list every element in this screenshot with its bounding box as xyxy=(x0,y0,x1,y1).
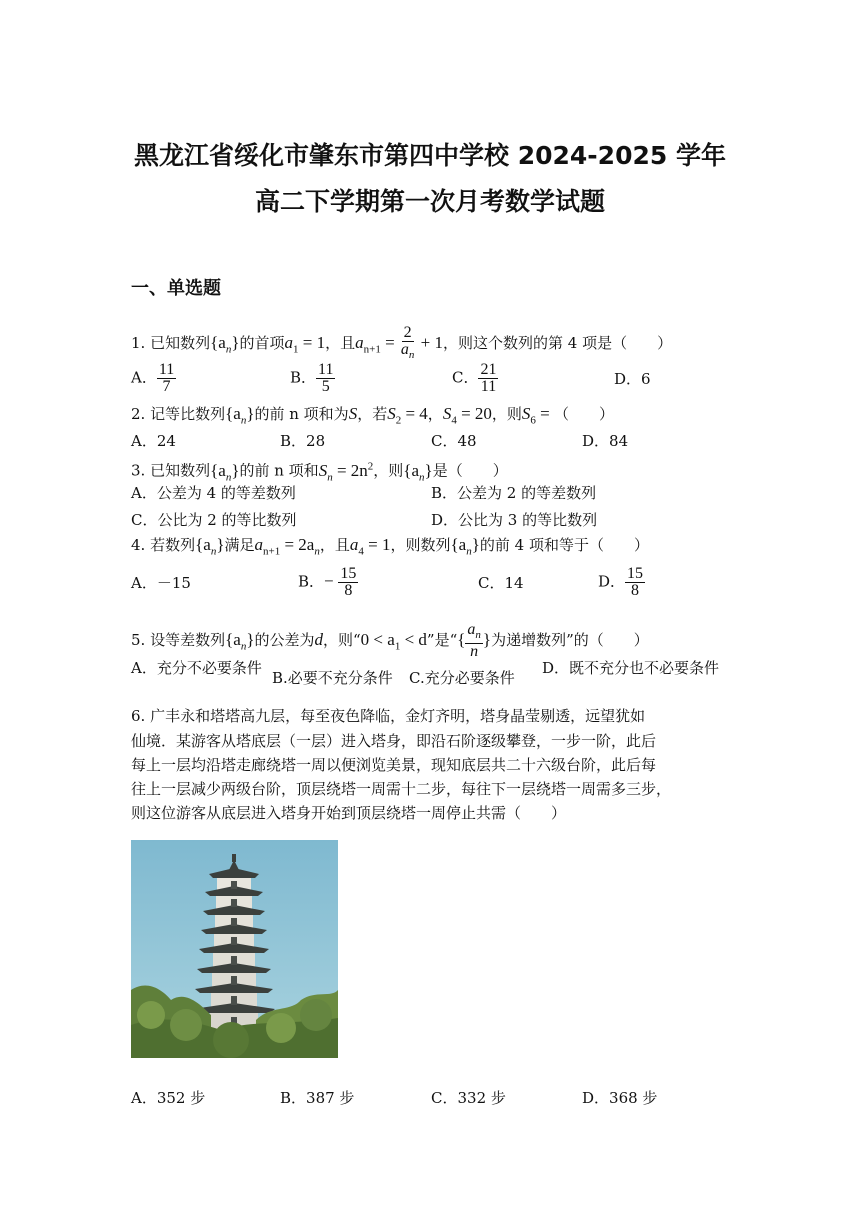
q6-option-d: D．368 步 xyxy=(582,1089,658,1107)
q3-option-b: B．公差为 2 的等差数列 xyxy=(431,484,597,502)
q2-option-b: B．28 xyxy=(280,432,326,450)
q4-option-b: B．− $\frac{15}{8}$ xyxy=(298,565,357,599)
q1-option-d: D．6 xyxy=(614,370,651,388)
q1-option-b: B． $\frac{11}{5}$ xyxy=(290,361,334,395)
q2-option-d: D．84 xyxy=(582,432,629,450)
q5-option-a: A．充分不必要条件 xyxy=(131,659,262,677)
question-4: 4. 若数列$\{a_n\}$满足$a_{n+1} = 2a_n$，且$a_4 = 1$，则数列$\{a_n\}$的前 4 项和等于（ ） xyxy=(131,535,649,558)
q3-option-c: C．公比为 2 的等比数列 xyxy=(131,511,297,529)
q1-a1: $a_1 = 1$ xyxy=(284,333,326,356)
q1-text-2: 的首项 xyxy=(239,334,285,352)
page-title: 黑龙江省绥化市肇东市第四中学校 2024-2025 学年 xyxy=(134,141,726,170)
q3-option-a: A．公差为 4 的等差数列 xyxy=(131,484,296,502)
pagoda-photo xyxy=(131,840,338,1058)
q1-recurrence: $a_{n+1}$ = $\frac{2}{a_n}$ + 1 xyxy=(355,324,444,362)
q1-option-c: C． $\frac{21}{11}$ xyxy=(452,361,497,395)
q1-text-4: ，则这个数列的第 4 项是（ ） xyxy=(443,334,673,352)
q6-option-b: B．387 步 xyxy=(280,1089,355,1107)
q5-option-c: C.充分必要条件 xyxy=(409,669,515,687)
q2-option-a: A．24 xyxy=(131,432,176,450)
q5-option-d: D．既不充分也不必要条件 xyxy=(542,659,720,677)
question-6-line-3: 每上一层均沿塔走廊绕塔一周以便浏览美景，现知底层共二十六级台阶，此后每 xyxy=(131,756,657,774)
q1-option-a: A． $\frac{11}{7}$ xyxy=(131,361,175,395)
q2-option-c: C．48 xyxy=(431,432,477,450)
q1-seq: $\{a_n\}$ xyxy=(210,333,240,356)
q6-option-c: C．332 步 xyxy=(431,1089,506,1107)
q4-option-c: C．14 xyxy=(478,574,524,592)
question-2: 2. 记等比数列$\{a_n\}$的前 n 项和为S，若$S_2 = 4$，$S_4 = 20$，则$S_6$ = （ ） xyxy=(131,404,615,427)
q1-text-1: 1. 已知数列 xyxy=(131,334,211,352)
section-heading-single-choice: 一、单选题 xyxy=(131,278,221,299)
q5-option-b: B.必要不充分条件 xyxy=(272,669,393,687)
q6-option-a: A．352 步 xyxy=(131,1089,206,1107)
question-6-line-2: 仙境．某游客从塔底层（一层）进入塔身，即沿石阶逐级攀登，一步一阶，此后 xyxy=(131,732,657,750)
page-subtitle: 高二下学期第一次月考数学试题 xyxy=(254,187,605,216)
question-6-line-4: 往上一层减少两级台阶，顶层绕塔一周需十二步，每往下一层绕塔一周需多三步， xyxy=(131,780,672,798)
q4-option-a: A．－15 xyxy=(131,574,191,592)
question-3: 3. 已知数列$\{a_n\}$的前 n 项和$S_n = 2n^2$，则$\{a_n\}$是（ ） xyxy=(131,460,508,484)
q3-option-d: D．公比为 3 的等比数列 xyxy=(431,511,598,529)
q4-option-d: D． $\frac{15}{8}$ xyxy=(598,565,644,599)
q1-text-3: ，且 xyxy=(325,334,356,352)
question-6-line-1: 6. 广丰永和塔塔高九层，每至夜色降临，金灯齐明，塔身晶莹剔透，远望犹如 xyxy=(131,707,646,725)
question-5: 5. 设等差数列$\{a_n\}$的公差为d，则“$0 < a_1 < d$”是“{ $\frac{a_n}{n}$ }为递增数列”的（ ） xyxy=(131,621,649,661)
question-6-line-5: 则这位游客从底层进入塔身开始到顶层绕塔一周停止共需（ ） xyxy=(131,804,567,822)
question-1 xyxy=(131,325,672,363)
